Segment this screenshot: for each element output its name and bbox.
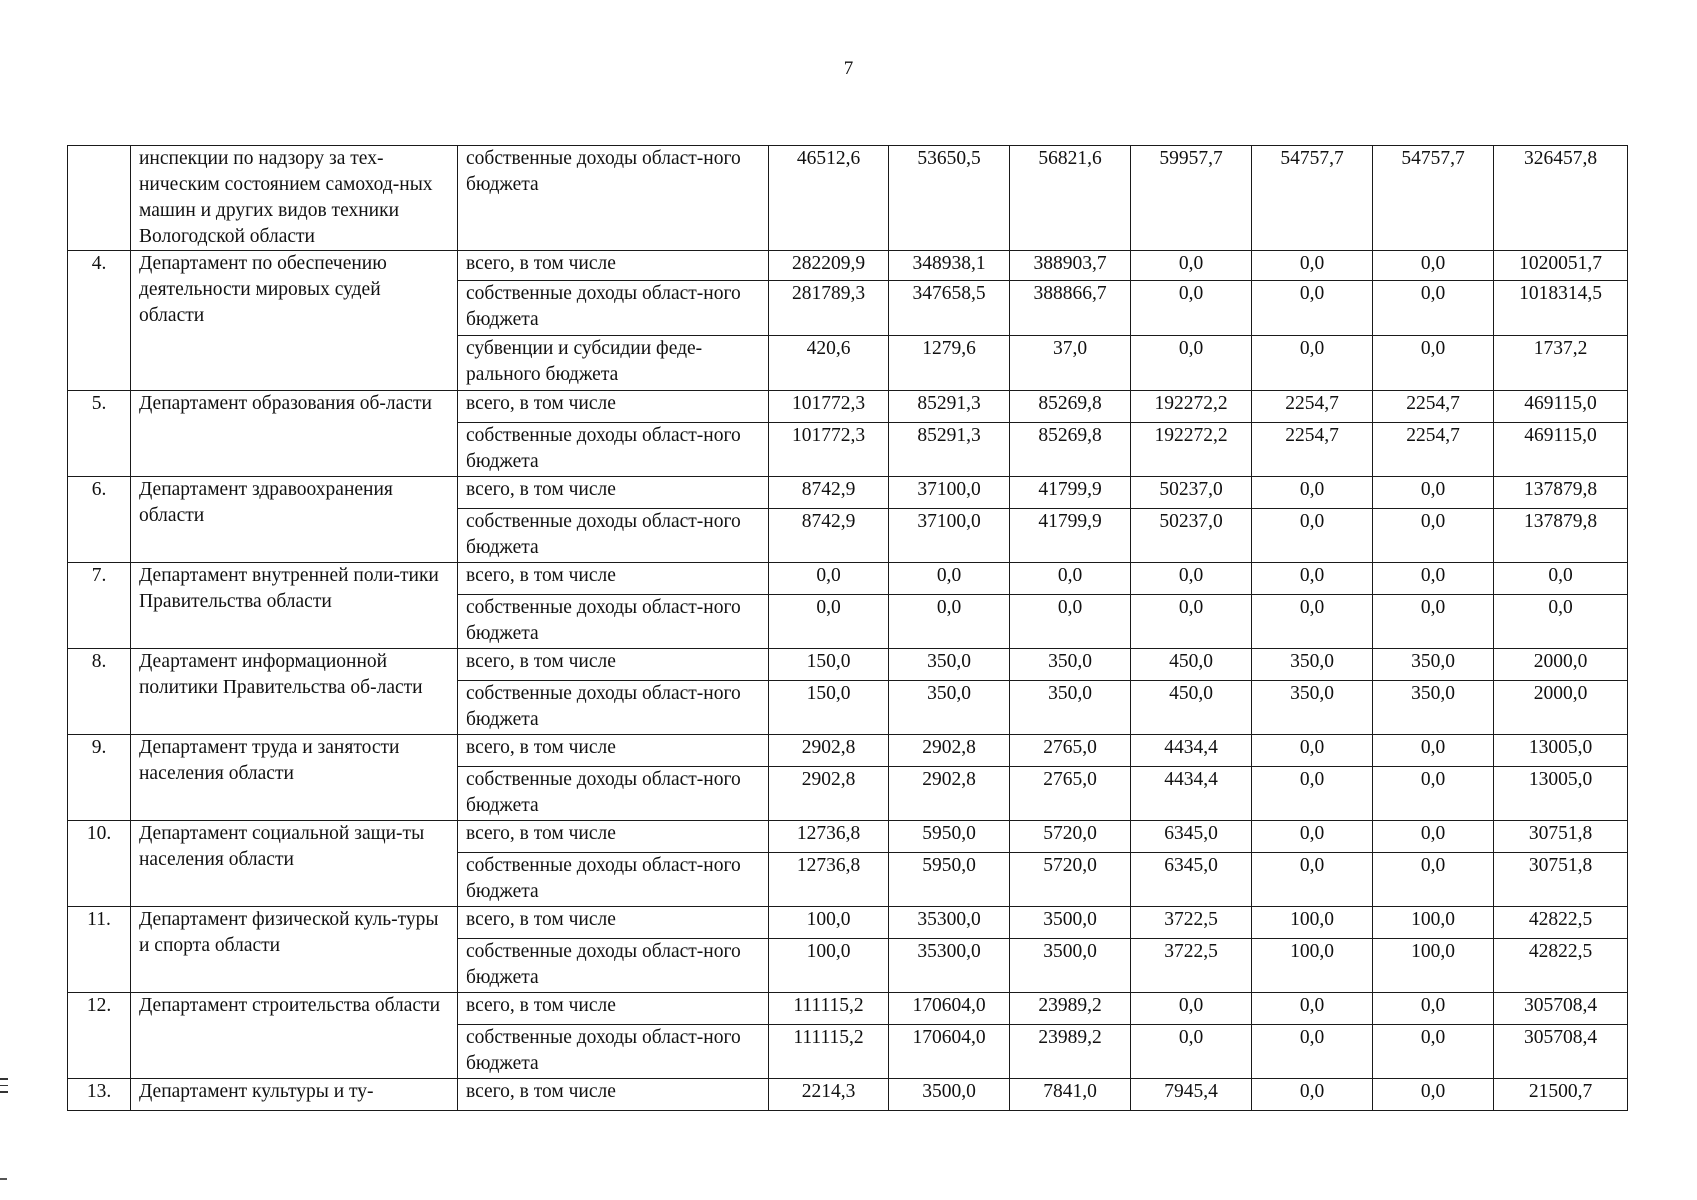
department-name: Департамент здравоохранения области	[131, 477, 458, 563]
year-value: 0,0	[1373, 509, 1494, 563]
total-value: 1737,2	[1494, 336, 1628, 391]
year-value: 100,0	[1252, 939, 1373, 993]
year-value: 59957,7	[1131, 146, 1252, 251]
year-value: 0,0	[1252, 1025, 1373, 1079]
total-value: 30751,8	[1494, 853, 1628, 907]
year-value: 0,0	[889, 595, 1010, 649]
budget-table	[67, 145, 1628, 1111]
year-value: 350,0	[889, 681, 1010, 735]
year-value: 0,0	[1373, 1079, 1494, 1111]
funding-source: собственные доходы област-ного бюджета	[458, 1025, 769, 1079]
table-row	[68, 146, 1628, 251]
year-value: 0,0	[1252, 993, 1373, 1025]
total-value: 21500,7	[1494, 1079, 1628, 1111]
year-value: 388903,7	[1010, 251, 1131, 281]
year-value: 0,0	[1131, 993, 1252, 1025]
total-value: 1018314,5	[1494, 281, 1628, 336]
year-value: 85291,3	[889, 391, 1010, 423]
year-value: 2765,0	[1010, 735, 1131, 767]
year-value: 0,0	[1373, 853, 1494, 907]
table-row	[68, 907, 1628, 939]
year-value: 85269,8	[1010, 423, 1131, 477]
year-value: 350,0	[1010, 681, 1131, 735]
year-value: 0,0	[1252, 509, 1373, 563]
table-row	[68, 1079, 1628, 1111]
funding-source: собственные доходы област-ного бюджета	[458, 281, 769, 336]
year-value: 0,0	[1252, 1079, 1373, 1111]
year-value: 2902,8	[889, 767, 1010, 821]
year-value: 23989,2	[1010, 1025, 1131, 1079]
year-value: 5950,0	[889, 821, 1010, 853]
funding-source: собственные доходы област-ного бюджета	[458, 681, 769, 735]
year-value: 46512,6	[769, 146, 889, 251]
funding-source: субвенции и субсидии феде-рального бюджета	[458, 336, 769, 391]
year-value: 0,0	[1010, 595, 1131, 649]
year-value: 0,0	[1373, 735, 1494, 767]
year-value: 150,0	[769, 681, 889, 735]
total-value: 13005,0	[1494, 735, 1628, 767]
year-value: 350,0	[889, 649, 1010, 681]
table-row	[68, 251, 1628, 281]
funding-source: всего, в том числе	[458, 251, 769, 281]
funding-source: собственные доходы област-ного бюджета	[458, 423, 769, 477]
year-value: 350,0	[1252, 681, 1373, 735]
year-value: 6345,0	[1131, 853, 1252, 907]
year-value: 0,0	[1131, 251, 1252, 281]
year-value: 350,0	[1252, 649, 1373, 681]
total-value: 42822,5	[1494, 939, 1628, 993]
year-value: 0,0	[1373, 767, 1494, 821]
funding-source: всего, в том числе	[458, 1079, 769, 1111]
row-number: 10.	[68, 821, 131, 907]
row-number: 6.	[68, 477, 131, 563]
year-value: 3500,0	[889, 1079, 1010, 1111]
table-row	[68, 477, 1628, 509]
funding-source: собственные доходы област-ного бюджета	[458, 853, 769, 907]
year-value: 0,0	[1131, 336, 1252, 391]
margin-marks	[0, 1078, 8, 1098]
year-value: 5950,0	[889, 853, 1010, 907]
funding-source: собственные доходы област-ного бюджета	[458, 509, 769, 563]
year-value: 7945,4	[1131, 1079, 1252, 1111]
department-name: Департамент строительства области	[131, 993, 458, 1079]
row-number	[68, 146, 131, 251]
department-name: Департамент труда и занятости населения области	[131, 735, 458, 821]
total-value: 13005,0	[1494, 767, 1628, 821]
year-value: 282209,9	[769, 251, 889, 281]
year-value: 450,0	[1131, 649, 1252, 681]
year-value: 0,0	[1252, 767, 1373, 821]
year-value: 2254,7	[1252, 423, 1373, 477]
year-value: 53650,5	[889, 146, 1010, 251]
year-value: 1279,6	[889, 336, 1010, 391]
funding-source: собственные доходы област-ного бюджета	[458, 767, 769, 821]
year-value: 100,0	[769, 907, 889, 939]
year-value: 350,0	[1373, 681, 1494, 735]
year-value: 150,0	[769, 649, 889, 681]
year-value: 85269,8	[1010, 391, 1131, 423]
year-value: 3722,5	[1131, 907, 1252, 939]
funding-source: всего, в том числе	[458, 907, 769, 939]
department-name: инспекции по надзору за тех-ническим состоянием самоход-ных машин и других видов техники Вологодской области	[131, 146, 458, 251]
funding-source: собственные доходы област-ного бюджета	[458, 939, 769, 993]
year-value: 0,0	[1252, 477, 1373, 509]
year-value: 100,0	[1373, 939, 1494, 993]
page-number: 7	[843, 58, 854, 79]
row-number: 11.	[68, 907, 131, 993]
year-value: 101772,3	[769, 391, 889, 423]
year-value: 50237,0	[1131, 509, 1252, 563]
year-value: 0,0	[1010, 563, 1131, 595]
year-value: 101772,3	[769, 423, 889, 477]
year-value: 12736,8	[769, 853, 889, 907]
department-name: Департамент внутренней поли-тики Правительства области	[131, 563, 458, 649]
department-name: Департамент образования об-ласти	[131, 391, 458, 477]
year-value: 192272,2	[1131, 423, 1252, 477]
table-row	[68, 391, 1628, 423]
table-row	[68, 735, 1628, 767]
year-value: 420,6	[769, 336, 889, 391]
total-value: 305708,4	[1494, 1025, 1628, 1079]
table-row	[68, 993, 1628, 1025]
row-number: 8.	[68, 649, 131, 735]
year-value: 0,0	[1131, 595, 1252, 649]
year-value: 0,0	[1373, 821, 1494, 853]
year-value: 0,0	[1252, 251, 1373, 281]
year-value: 0,0	[1252, 735, 1373, 767]
margin-tick	[0, 1178, 7, 1180]
funding-source: всего, в том числе	[458, 993, 769, 1025]
funding-source: всего, в том числе	[458, 735, 769, 767]
funding-source: всего, в том числе	[458, 649, 769, 681]
total-value: 469115,0	[1494, 423, 1628, 477]
year-value: 8742,9	[769, 477, 889, 509]
year-value: 350,0	[1373, 649, 1494, 681]
total-value: 305708,4	[1494, 993, 1628, 1025]
year-value: 5720,0	[1010, 853, 1131, 907]
year-value: 6345,0	[1131, 821, 1252, 853]
year-value: 2902,8	[889, 735, 1010, 767]
year-value: 0,0	[1252, 336, 1373, 391]
year-value: 348938,1	[889, 251, 1010, 281]
department-name: Департамент культуры и ту-	[131, 1079, 458, 1111]
year-value: 3500,0	[1010, 907, 1131, 939]
row-number: 9.	[68, 735, 131, 821]
table-row	[68, 563, 1628, 595]
year-value: 2254,7	[1252, 391, 1373, 423]
year-value: 2254,7	[1373, 391, 1494, 423]
year-value: 2254,7	[1373, 423, 1494, 477]
year-value: 37100,0	[889, 509, 1010, 563]
year-value: 0,0	[1131, 281, 1252, 336]
row-number: 12.	[68, 993, 131, 1079]
year-value: 0,0	[1373, 477, 1494, 509]
year-value: 0,0	[1373, 563, 1494, 595]
total-value: 2000,0	[1494, 649, 1628, 681]
year-value: 170604,0	[889, 993, 1010, 1025]
total-value: 469115,0	[1494, 391, 1628, 423]
year-value: 4434,4	[1131, 735, 1252, 767]
year-value: 111115,2	[769, 1025, 889, 1079]
year-value: 0,0	[1373, 1025, 1494, 1079]
department-name: Деартамент информационной политики Правительства об-ласти	[131, 649, 458, 735]
total-value: 42822,5	[1494, 907, 1628, 939]
total-value: 2000,0	[1494, 681, 1628, 735]
funding-source: собственные доходы област-ного бюджета	[458, 595, 769, 649]
year-value: 0,0	[769, 563, 889, 595]
year-value: 37,0	[1010, 336, 1131, 391]
year-value: 3500,0	[1010, 939, 1131, 993]
year-value: 41799,9	[1010, 477, 1131, 509]
year-value: 85291,3	[889, 423, 1010, 477]
department-name: Департамент физической куль-туры и спорта области	[131, 907, 458, 993]
year-value: 35300,0	[889, 907, 1010, 939]
total-value: 326457,8	[1494, 146, 1628, 251]
year-value: 450,0	[1131, 681, 1252, 735]
year-value: 0,0	[1373, 595, 1494, 649]
year-value: 2902,8	[769, 735, 889, 767]
year-value: 2214,3	[769, 1079, 889, 1111]
year-value: 0,0	[1373, 993, 1494, 1025]
year-value: 0,0	[1131, 1025, 1252, 1079]
year-value: 35300,0	[889, 939, 1010, 993]
year-value: 388866,7	[1010, 281, 1131, 336]
department-name: Департамент по обеспечению деятельности мировых судей области	[131, 251, 458, 391]
row-number: 4.	[68, 251, 131, 391]
funding-source: всего, в том числе	[458, 821, 769, 853]
year-value: 12736,8	[769, 821, 889, 853]
year-value: 8742,9	[769, 509, 889, 563]
year-value: 350,0	[1010, 649, 1131, 681]
year-value: 281789,3	[769, 281, 889, 336]
year-value: 5720,0	[1010, 821, 1131, 853]
year-value: 37100,0	[889, 477, 1010, 509]
year-value: 100,0	[769, 939, 889, 993]
total-value: 1020051,7	[1494, 251, 1628, 281]
year-value: 4434,4	[1131, 767, 1252, 821]
department-name: Департамент социальной защи-ты населения области	[131, 821, 458, 907]
year-value: 3722,5	[1131, 939, 1252, 993]
total-value: 137879,8	[1494, 477, 1628, 509]
year-value: 192272,2	[1131, 391, 1252, 423]
funding-source: всего, в том числе	[458, 391, 769, 423]
year-value: 0,0	[769, 595, 889, 649]
year-value: 50237,0	[1131, 477, 1252, 509]
row-number: 13.	[68, 1079, 131, 1111]
year-value: 0,0	[1252, 853, 1373, 907]
row-number: 5.	[68, 391, 131, 477]
year-value: 0,0	[1252, 595, 1373, 649]
year-value: 0,0	[1373, 336, 1494, 391]
year-value: 0,0	[1373, 251, 1494, 281]
year-value: 7841,0	[1010, 1079, 1131, 1111]
total-value: 30751,8	[1494, 821, 1628, 853]
year-value: 23989,2	[1010, 993, 1131, 1025]
funding-source: всего, в том числе	[458, 477, 769, 509]
year-value: 41799,9	[1010, 509, 1131, 563]
table-row	[68, 821, 1628, 853]
total-value: 0,0	[1494, 563, 1628, 595]
year-value: 111115,2	[769, 993, 889, 1025]
total-value: 0,0	[1494, 595, 1628, 649]
funding-source: собственные доходы област-ного бюджета	[458, 146, 769, 251]
row-number: 7.	[68, 563, 131, 649]
funding-source: всего, в том числе	[458, 563, 769, 595]
year-value: 170604,0	[889, 1025, 1010, 1079]
year-value: 54757,7	[1252, 146, 1373, 251]
year-value: 0,0	[1252, 281, 1373, 336]
year-value: 54757,7	[1373, 146, 1494, 251]
table-row	[68, 649, 1628, 681]
year-value: 100,0	[1252, 907, 1373, 939]
total-value: 137879,8	[1494, 509, 1628, 563]
year-value: 0,0	[889, 563, 1010, 595]
year-value: 56821,6	[1010, 146, 1131, 251]
year-value: 100,0	[1373, 907, 1494, 939]
year-value: 0,0	[1373, 281, 1494, 336]
year-value: 2765,0	[1010, 767, 1131, 821]
year-value: 2902,8	[769, 767, 889, 821]
year-value: 0,0	[1252, 563, 1373, 595]
year-value: 0,0	[1131, 563, 1252, 595]
year-value: 347658,5	[889, 281, 1010, 336]
year-value: 0,0	[1252, 821, 1373, 853]
